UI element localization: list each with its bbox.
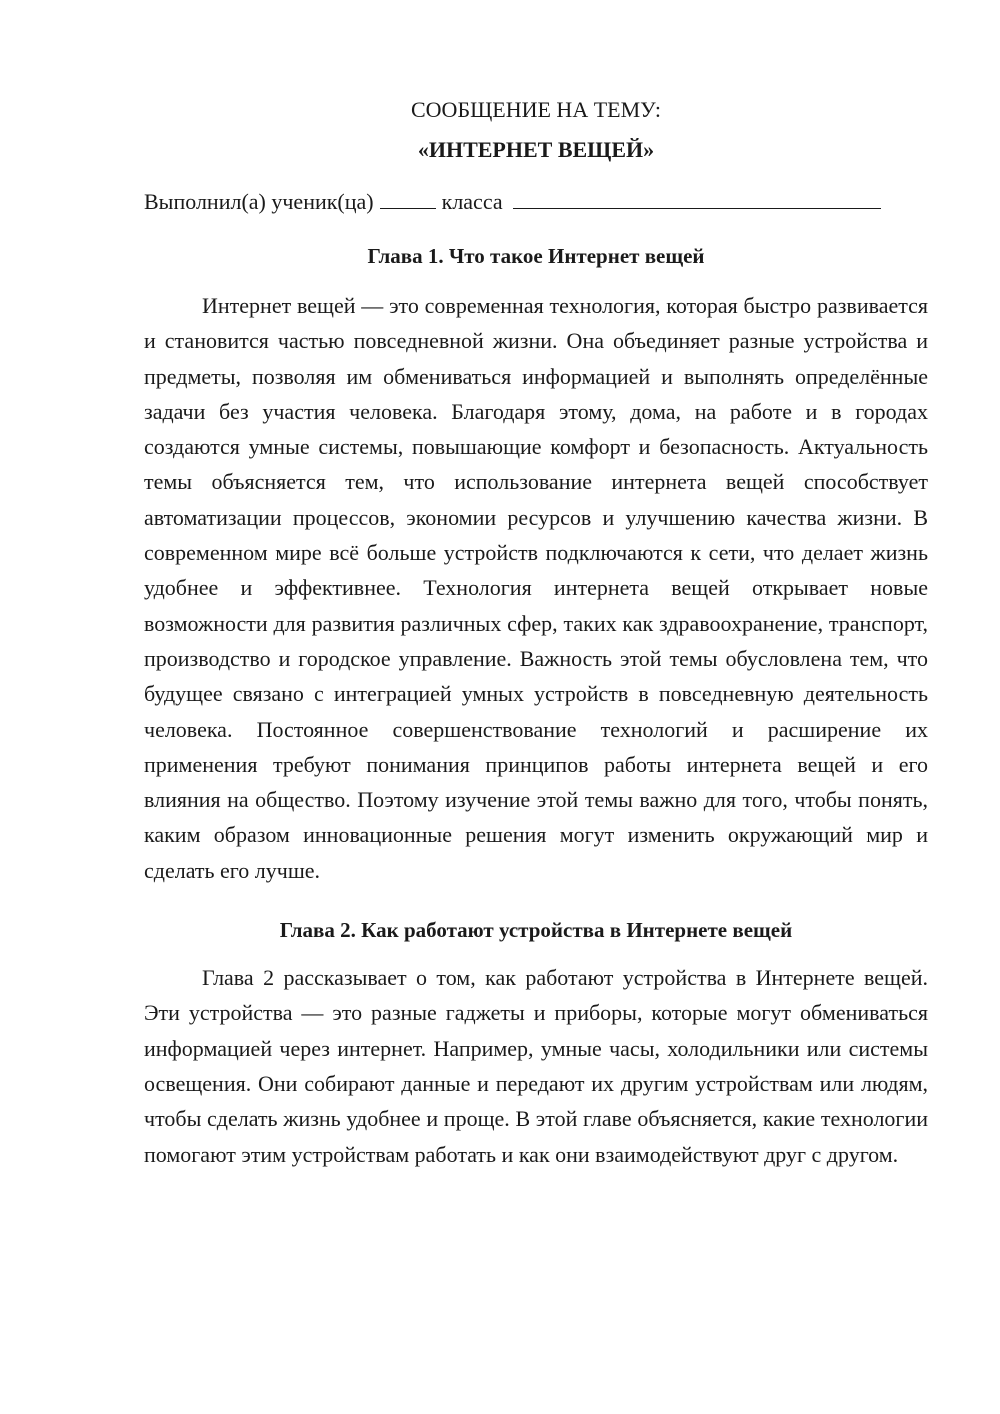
author-line xyxy=(144,184,928,220)
document-title-line-1: СООБЩЕНИЕ НА ТЕМУ: xyxy=(411,97,661,122)
author-label: Выполнил(а) ученик(ца) xyxy=(144,189,374,214)
class-label: класса xyxy=(441,189,503,214)
chapter-1-paragraph: Интернет вещей — это современная технология, которая быстро развивается и становится частью повседневной жизни. Она объединяет разные устройства и предметы, позволяя им обмениваться информацией и выполнять определённые задачи без участия человека. Благодаря этому, дома, на работе и в городах создаются умные системы, повышающие комфорт и безопасность. Актуальность темы объясняется тем, что использование интернета вещей способствует автоматизации процессов, экономии ресурсов и улучшению качества жизни. В современном мире всё больше устройств подключаются к сети, что делает жизнь удобнее и эффективнее. Технология интернета вещей открывает новые возможности для развития различных сфер, таких как здравоохранение, транспорт, производство и городское управление. Важность этой темы обусловлена тем, что будущее связано с интеграцией умных устройств в повседневную деятельность человека. Постоянное совершенствование технологий и расширение их применения требуют понимания принципов работы интернета вещей и его влияния на общество. Поэтому изучение этой темы важно для того, чтобы понять, каким образом инновационные решения могут изменить окружающий мир и сделать его лучше. xyxy=(144,293,928,883)
chapter-1-heading: Глава 1. Что такое Интернет вещей xyxy=(367,244,705,268)
document-title-topic: «ИНТЕРНЕТ ВЕЩЕЙ» xyxy=(417,137,655,162)
document-page xyxy=(144,92,928,1172)
student-name-blank xyxy=(513,186,881,209)
chapter-2-heading: Глава 2. Как работают устройства в Интернете вещей xyxy=(279,918,793,943)
chapter-2-paragraph: Глава 2 рассказывает о том, как работают устройства в Интернете вещей. Эти устройства — это разные гаджеты и приборы, которые могут обмениваться информацией через интернет. Например, умные часы, холодильники или системы освещения. Они собирают данные и передают их другим устройствам или людям, чтобы сделать жизнь удобнее и проще. В этой главе объясняется, какие технологии помогают этим устройствам работать и как они взаимодействуют друг с другом. xyxy=(144,965,928,1167)
class-number-blank xyxy=(380,186,436,209)
